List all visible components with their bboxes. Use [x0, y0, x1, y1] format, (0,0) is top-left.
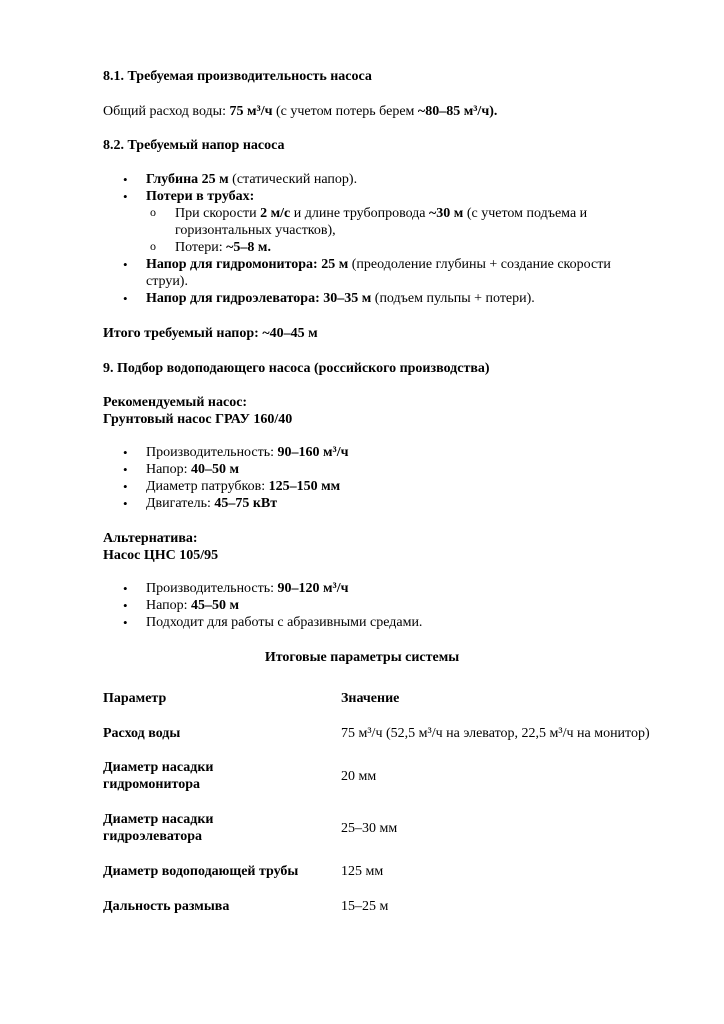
- summary-title: Итоговые параметры системы: [264, 650, 460, 665]
- list-item: • Напор: 40–50 м: [103, 461, 643, 478]
- column-header-value: Значение: [341, 691, 400, 706]
- value-cell: 75 м³/ч (52,5 м³/ч на элеватор, 22,5 м³/ч на монитор): [341, 726, 650, 741]
- list-item: • Глубина 25 м (статический напор).: [103, 171, 643, 188]
- list-item: • Производительность: 90–160 м³/ч: [103, 444, 643, 461]
- param-cell: Дальность размыва: [103, 899, 230, 914]
- total-head-line: Итого требуемый напор: ~40–45 м: [103, 326, 318, 341]
- head-requirements-list: [103, 171, 643, 307]
- value-cell: 125 мм: [341, 864, 384, 879]
- list-item: o Потери: ~5–8 м.: [146, 239, 643, 256]
- water-flow-paragraph: Общий расход воды: 75 м³/ч (с учетом потерь берем ~80–85 м³/ч).: [103, 104, 498, 119]
- pipe-losses-sublist: [146, 205, 643, 256]
- param-cell: Диаметр насадки гидромонитора: [103, 760, 214, 792]
- list-item: o При скорости 2 м/с и длине трубопровода ~30 м (с учетом подъема и горизонтальных участков),: [146, 205, 643, 239]
- list-item: • Диаметр патрубков: 125–150 мм: [103, 478, 643, 495]
- alternative-pump-name: Насос ЦНС 105/95: [103, 548, 219, 563]
- list-item: • Напор для гидромонитора: 25 м (преодоление глубины + создание скорости струи).: [103, 256, 643, 290]
- value-cell: 25–30 мм: [341, 821, 398, 836]
- recommended-pump-specs: [103, 444, 643, 512]
- column-header-param: Параметр: [103, 691, 167, 706]
- param-cell: Диаметр водоподающей трубы: [103, 864, 299, 879]
- list-item: • Производительность: 90–120 м³/ч: [103, 580, 643, 597]
- param-cell: Расход воды: [103, 726, 181, 741]
- value-cell: 20 мм: [341, 769, 377, 784]
- section-8-2-heading: 8.2. Требуемый напор насоса: [103, 138, 285, 153]
- list-item: • Подходит для работы с абразивными средами.: [103, 614, 643, 631]
- recommended-pump-name: Грунтовый насос ГРАУ 160/40: [103, 412, 293, 427]
- list-item: • Потери в трубах: o При скорости 2 м/с и длине трубопровода ~30 м (с учетом подъема и горизонтальных участков), o Потери: ~5–8 м.: [103, 188, 643, 256]
- list-item: • Двигатель: 45–75 кВт: [103, 495, 643, 512]
- alternative-pump-specs: [103, 580, 643, 631]
- value-cell: 15–25 м: [341, 899, 389, 914]
- section-9-heading: 9. Подбор водоподающего насоса (российского производства): [103, 361, 490, 376]
- param-cell: Диаметр насадки гидроэлеватора: [103, 812, 214, 844]
- list-item: • Напор для гидроэлеватора: 30–35 м (подъем пульпы + потери).: [103, 290, 643, 307]
- recommended-pump-label: Рекомендуемый насос:: [103, 395, 248, 410]
- list-item: • Напор: 45–50 м: [103, 597, 643, 614]
- alternative-pump-label: Альтернатива:: [103, 531, 198, 546]
- section-8-1-heading: 8.1. Требуемая производительность насоса: [103, 69, 372, 84]
